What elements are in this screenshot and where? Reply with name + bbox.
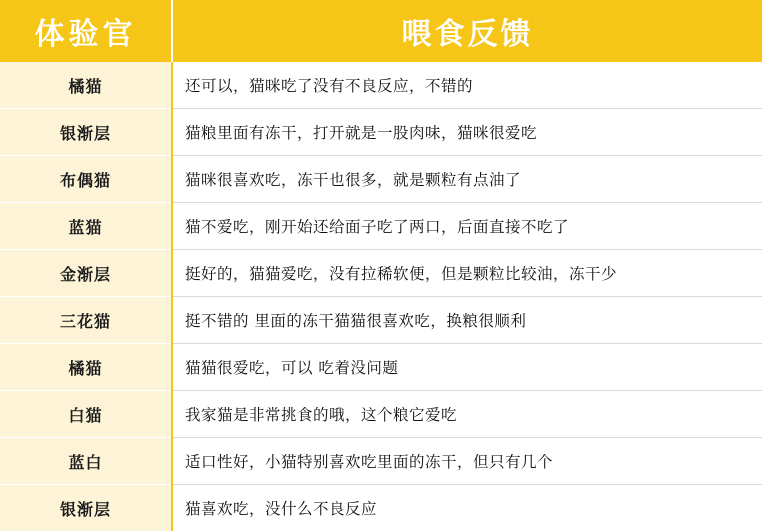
reviewer-name: 银渐层 xyxy=(0,109,172,156)
feedback-comment: 猫喜欢吃，没什么不良反应 xyxy=(172,485,762,531)
reviewer-name: 橘猫 xyxy=(0,62,172,109)
column-header-feedback: 喂食反馈 xyxy=(172,0,762,62)
reviewer-name: 橘猫 xyxy=(0,344,172,391)
feedback-comment: 猫咪很喜欢吃，冻干也很多，就是颗粒有点油了 xyxy=(172,156,762,203)
feedback-comment: 还可以，猫咪吃了没有不良反应，不错的 xyxy=(172,62,762,109)
reviewer-name: 布偶猫 xyxy=(0,156,172,203)
column-header-reviewer: 体验官 xyxy=(0,0,172,62)
table-row xyxy=(0,344,762,391)
table-row xyxy=(0,62,762,109)
feedback-comment: 挺不错的 里面的冻干猫猫很喜欢吃，换粮很顺利 xyxy=(172,297,762,344)
table-row xyxy=(0,391,762,438)
table-row xyxy=(0,438,762,485)
table-row xyxy=(0,297,762,344)
table-body xyxy=(0,62,762,531)
table-row xyxy=(0,250,762,297)
reviewer-name: 金渐层 xyxy=(0,250,172,297)
feedback-comment: 挺好的，猫猫爱吃，没有拉稀软便，但是颗粒比较油，冻干少 xyxy=(172,250,762,297)
reviewer-name: 三花猫 xyxy=(0,297,172,344)
table-row xyxy=(0,109,762,156)
table-header-row xyxy=(0,0,762,62)
feedback-comment: 猫粮里面有冻干，打开就是一股肉味，猫咪很爱吃 xyxy=(172,109,762,156)
table-row xyxy=(0,485,762,531)
reviewer-name: 蓝猫 xyxy=(0,203,172,250)
feedback-comment: 猫猫很爱吃，可以 吃着没问题 xyxy=(172,344,762,391)
reviewer-name: 白猫 xyxy=(0,391,172,438)
feedback-comment: 适口性好，小猫特别喜欢吃里面的冻干，但只有几个 xyxy=(172,438,762,485)
feedback-comment: 猫不爱吃，刚开始还给面子吃了两口，后面直接不吃了 xyxy=(172,203,762,250)
table-row xyxy=(0,156,762,203)
reviewer-name: 蓝白 xyxy=(0,438,172,485)
feedback-comment: 我家猫是非常挑食的哦，这个粮它爱吃 xyxy=(172,391,762,438)
reviewer-name: 银渐层 xyxy=(0,485,172,531)
table-row xyxy=(0,203,762,250)
